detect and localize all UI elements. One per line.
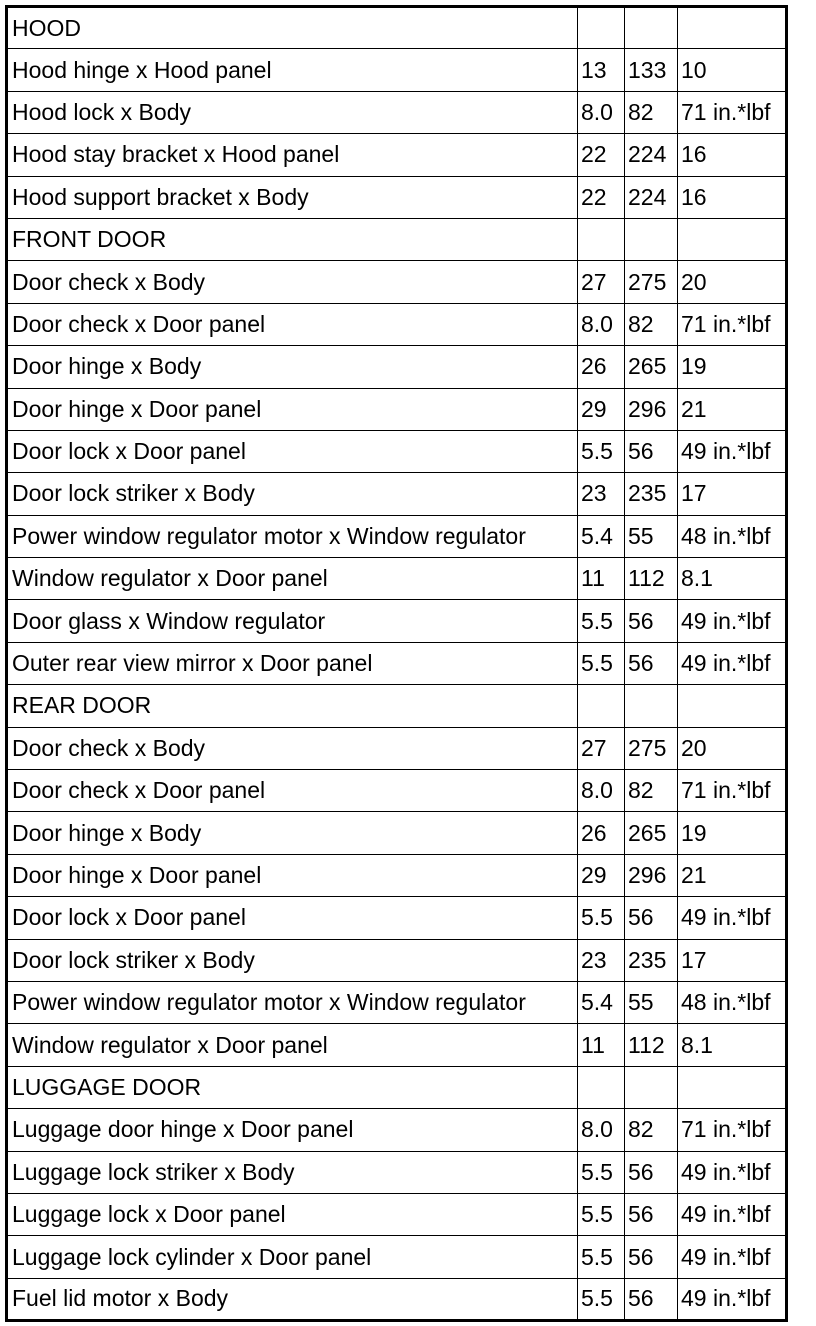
table-body [7, 7, 787, 1321]
torque-kgfcm-cell: 82 [625, 770, 678, 812]
table-row [7, 812, 787, 854]
section-title-cell: LUGGAGE DOOR [7, 1066, 578, 1108]
torque-ftlbf-cell: 49 in.*lbf [678, 1236, 787, 1278]
torque-nm-cell: 5.5 [578, 1151, 625, 1193]
part-name-cell: Door check x Door panel [7, 770, 578, 812]
torque-nm-cell: 5.4 [578, 515, 625, 557]
table-row [7, 1278, 787, 1320]
torque-nm-cell: 8.0 [578, 91, 625, 133]
torque-kgfcm-cell: 56 [625, 1236, 678, 1278]
table-row [7, 1151, 787, 1193]
torque-ftlbf-cell: 49 in.*lbf [678, 897, 787, 939]
part-name-cell: Door hinge x Body [7, 346, 578, 388]
part-name-cell: Door lock x Door panel [7, 897, 578, 939]
table-row [7, 558, 787, 600]
torque-ftlbf-cell: 16 [678, 176, 787, 218]
table-row [7, 939, 787, 981]
table-row [7, 473, 787, 515]
torque-kgfcm-cell: 55 [625, 981, 678, 1023]
torque-kgfcm-cell: 56 [625, 1278, 678, 1320]
torque-ftlbf-cell: 17 [678, 473, 787, 515]
table-row [7, 770, 787, 812]
part-name-cell: Door check x Door panel [7, 303, 578, 345]
table-row [7, 91, 787, 133]
torque-ftlbf-cell [678, 1066, 787, 1108]
torque-kgfcm-cell [625, 685, 678, 727]
torque-ftlbf-cell: 49 in.*lbf [678, 1151, 787, 1193]
torque-ftlbf-cell: 19 [678, 346, 787, 388]
torque-kgfcm-cell: 56 [625, 430, 678, 472]
torque-ftlbf-cell: 49 in.*lbf [678, 600, 787, 642]
torque-nm-cell: 23 [578, 939, 625, 981]
torque-ftlbf-cell: 49 in.*lbf [678, 1278, 787, 1320]
torque-ftlbf-cell: 71 in.*lbf [678, 770, 787, 812]
torque-kgfcm-cell: 56 [625, 642, 678, 684]
torque-ftlbf-cell: 71 in.*lbf [678, 1109, 787, 1151]
section-header-row [7, 685, 787, 727]
torque-nm-cell: 22 [578, 176, 625, 218]
torque-nm-cell [578, 1066, 625, 1108]
table-row [7, 1193, 787, 1235]
torque-nm-cell: 5.5 [578, 1193, 625, 1235]
torque-specification-table [5, 5, 788, 1322]
torque-nm-cell [578, 685, 625, 727]
part-name-cell: Door lock striker x Body [7, 473, 578, 515]
section-title-cell: REAR DOOR [7, 685, 578, 727]
torque-kgfcm-cell: 82 [625, 303, 678, 345]
section-header-row [7, 1066, 787, 1108]
table-row [7, 600, 787, 642]
torque-nm-cell: 5.5 [578, 642, 625, 684]
torque-ftlbf-cell: 10 [678, 49, 787, 91]
torque-nm-cell: 8.0 [578, 1109, 625, 1151]
torque-kgfcm-cell: 55 [625, 515, 678, 557]
table-row [7, 303, 787, 345]
torque-nm-cell: 27 [578, 727, 625, 769]
part-name-cell: Luggage lock x Door panel [7, 1193, 578, 1235]
table-row [7, 1024, 787, 1066]
torque-ftlbf-cell: 19 [678, 812, 787, 854]
torque-ftlbf-cell: 49 in.*lbf [678, 642, 787, 684]
torque-nm-cell [578, 7, 625, 49]
part-name-cell: Hood hinge x Hood panel [7, 49, 578, 91]
table-row [7, 261, 787, 303]
torque-ftlbf-cell: 49 in.*lbf [678, 1193, 787, 1235]
torque-kgfcm-cell: 56 [625, 600, 678, 642]
torque-kgfcm-cell [625, 218, 678, 260]
torque-ftlbf-cell: 17 [678, 939, 787, 981]
part-name-cell: Window regulator x Door panel [7, 1024, 578, 1066]
torque-nm-cell: 29 [578, 854, 625, 896]
torque-nm-cell: 5.4 [578, 981, 625, 1023]
torque-ftlbf-cell: 21 [678, 388, 787, 430]
torque-nm-cell: 23 [578, 473, 625, 515]
part-name-cell: Hood lock x Body [7, 91, 578, 133]
torque-kgfcm-cell: 56 [625, 1151, 678, 1193]
torque-ftlbf-cell [678, 685, 787, 727]
torque-nm-cell: 5.5 [578, 1278, 625, 1320]
part-name-cell: Door hinge x Door panel [7, 854, 578, 896]
torque-kgfcm-cell: 275 [625, 727, 678, 769]
torque-kgfcm-cell: 235 [625, 473, 678, 515]
torque-ftlbf-cell: 20 [678, 727, 787, 769]
part-name-cell: Power window regulator motor x Window regulator [7, 981, 578, 1023]
part-name-cell: Luggage door hinge x Door panel [7, 1109, 578, 1151]
table-row [7, 897, 787, 939]
table-row [7, 727, 787, 769]
torque-nm-cell: 8.0 [578, 770, 625, 812]
torque-kgfcm-cell: 224 [625, 134, 678, 176]
torque-nm-cell: 5.5 [578, 1236, 625, 1278]
part-name-cell: Hood support bracket x Body [7, 176, 578, 218]
torque-nm-cell: 29 [578, 388, 625, 430]
torque-nm-cell: 5.5 [578, 430, 625, 472]
torque-kgfcm-cell: 82 [625, 1109, 678, 1151]
torque-kgfcm-cell: 265 [625, 346, 678, 388]
torque-kgfcm-cell: 112 [625, 1024, 678, 1066]
part-name-cell: Outer rear view mirror x Door panel [7, 642, 578, 684]
table-row [7, 1109, 787, 1151]
torque-nm-cell: 26 [578, 346, 625, 388]
torque-kgfcm-cell [625, 7, 678, 49]
torque-nm-cell: 5.5 [578, 897, 625, 939]
part-name-cell: Hood stay bracket x Hood panel [7, 134, 578, 176]
part-name-cell: Door hinge x Door panel [7, 388, 578, 430]
table-row [7, 642, 787, 684]
torque-kgfcm-cell: 82 [625, 91, 678, 133]
table-row [7, 134, 787, 176]
torque-kgfcm-cell: 235 [625, 939, 678, 981]
table-row [7, 515, 787, 557]
torque-kgfcm-cell: 224 [625, 176, 678, 218]
torque-nm-cell: 5.5 [578, 600, 625, 642]
torque-ftlbf-cell [678, 218, 787, 260]
torque-ftlbf-cell: 49 in.*lbf [678, 430, 787, 472]
torque-ftlbf-cell: 71 in.*lbf [678, 91, 787, 133]
torque-nm-cell: 13 [578, 49, 625, 91]
torque-kgfcm-cell: 56 [625, 1193, 678, 1235]
part-name-cell: Door lock x Door panel [7, 430, 578, 472]
part-name-cell: Luggage lock striker x Body [7, 1151, 578, 1193]
section-title-cell: HOOD [7, 7, 578, 49]
torque-ftlbf-cell: 16 [678, 134, 787, 176]
table-row [7, 388, 787, 430]
table-row [7, 49, 787, 91]
torque-kgfcm-cell: 56 [625, 897, 678, 939]
torque-ftlbf-cell: 8.1 [678, 1024, 787, 1066]
torque-nm-cell: 8.0 [578, 303, 625, 345]
torque-kgfcm-cell [625, 1066, 678, 1108]
torque-ftlbf-cell: 20 [678, 261, 787, 303]
torque-kgfcm-cell: 296 [625, 388, 678, 430]
part-name-cell: Fuel lid motor x Body [7, 1278, 578, 1320]
part-name-cell: Door lock striker x Body [7, 939, 578, 981]
section-title-cell: FRONT DOOR [7, 218, 578, 260]
torque-kgfcm-cell: 133 [625, 49, 678, 91]
table-row [7, 854, 787, 896]
part-name-cell: Door check x Body [7, 727, 578, 769]
torque-ftlbf-cell [678, 7, 787, 49]
torque-kgfcm-cell: 265 [625, 812, 678, 854]
part-name-cell: Door hinge x Body [7, 812, 578, 854]
torque-nm-cell: 27 [578, 261, 625, 303]
torque-ftlbf-cell: 48 in.*lbf [678, 515, 787, 557]
table-row [7, 176, 787, 218]
table-row [7, 981, 787, 1023]
torque-ftlbf-cell: 8.1 [678, 558, 787, 600]
torque-kgfcm-cell: 112 [625, 558, 678, 600]
torque-ftlbf-cell: 71 in.*lbf [678, 303, 787, 345]
part-name-cell: Door check x Body [7, 261, 578, 303]
part-name-cell: Window regulator x Door panel [7, 558, 578, 600]
part-name-cell: Luggage lock cylinder x Door panel [7, 1236, 578, 1278]
torque-nm-cell: 22 [578, 134, 625, 176]
table-row [7, 346, 787, 388]
torque-kgfcm-cell: 275 [625, 261, 678, 303]
part-name-cell: Power window regulator motor x Window regulator [7, 515, 578, 557]
torque-nm-cell: 11 [578, 558, 625, 600]
torque-nm-cell: 26 [578, 812, 625, 854]
torque-kgfcm-cell: 296 [625, 854, 678, 896]
torque-ftlbf-cell: 21 [678, 854, 787, 896]
section-header-row [7, 7, 787, 49]
table-row [7, 430, 787, 472]
section-header-row [7, 218, 787, 260]
torque-ftlbf-cell: 48 in.*lbf [678, 981, 787, 1023]
table-row [7, 1236, 787, 1278]
part-name-cell: Door glass x Window regulator [7, 600, 578, 642]
torque-nm-cell: 11 [578, 1024, 625, 1066]
torque-nm-cell [578, 218, 625, 260]
